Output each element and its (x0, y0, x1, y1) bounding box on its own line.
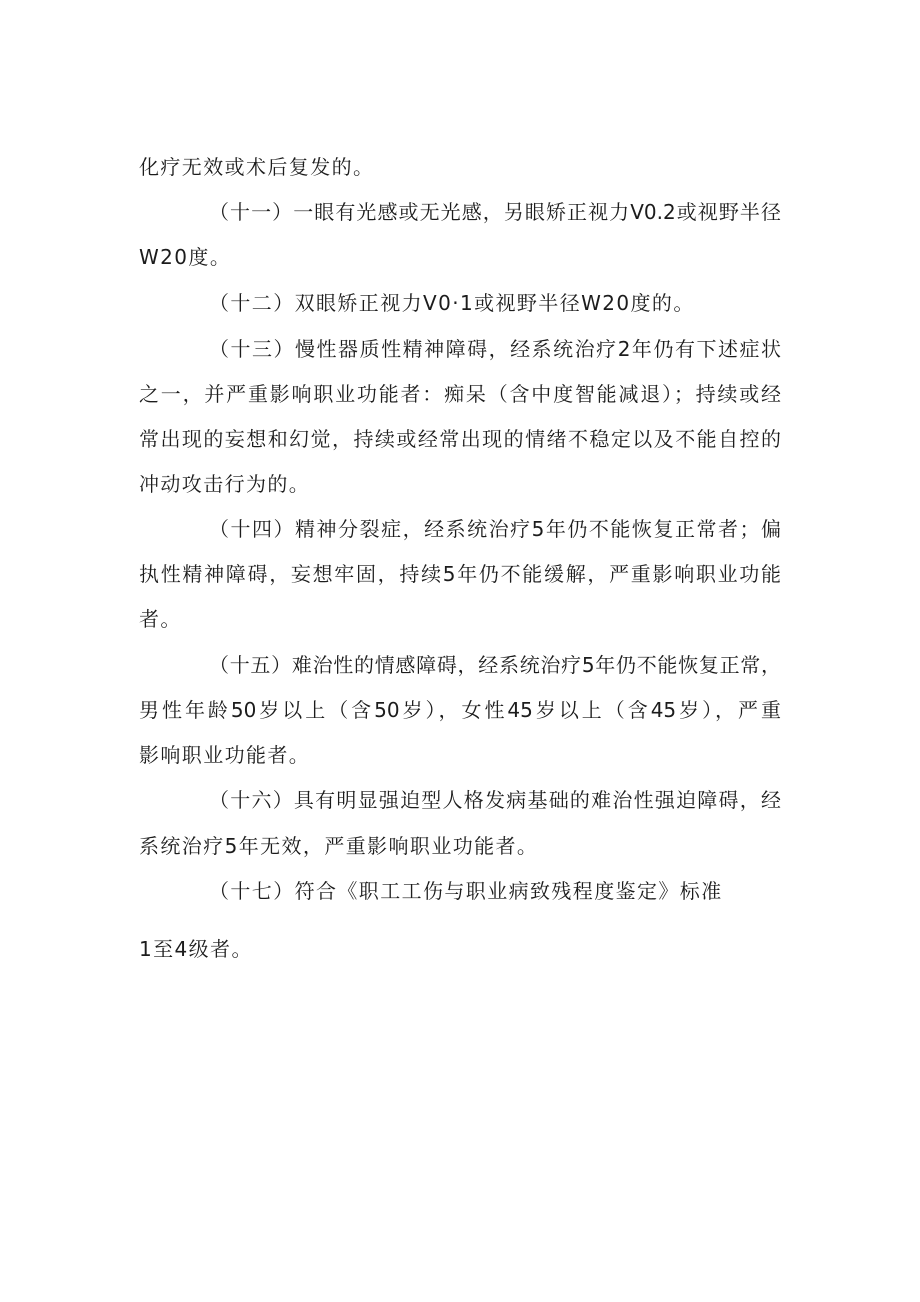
item-17-line-1: （十七）符合《职工工伤与职业病致残程度鉴定》标准 (209, 879, 723, 903)
paragraph-line: 化疗无效或术后复发的。 (139, 155, 375, 179)
item-14-line-3: 者。 (139, 607, 182, 631)
item-14-line-2: 执性精神障碍，妄想牢固，持续5年仍不能缓解，严重影响职业功能 (139, 562, 781, 586)
item-16-line-1: （十六）具有明显强迫型人格发病基础的难治性强迫障碍，经 (209, 788, 781, 812)
item-11-line-2: W20度。 (139, 245, 232, 269)
item-15-line-3: 影响职业功能者。 (139, 743, 311, 767)
item-13-line-3: 常出现的妄想和幻觉，持续或经常出现的情绪不稳定以及不能自控的 (139, 427, 781, 451)
item-17-line-2: 1至4级者。 (139, 937, 253, 961)
item-13-line-1: （十三）慢性器质性精神障碍，经系统治疗2年仍有下述症状 (209, 337, 781, 361)
item-15-line-2: 男性年龄50岁以上（含50岁），女性45岁以上（含45岁），严重 (139, 698, 781, 722)
item-13-line-4: 冲动攻击行为的。 (139, 472, 311, 496)
item-11-line-1: （十一）一眼有光感或无光感，另眼矫正视力V0.2或视野半径 (209, 200, 781, 224)
item-15-line-1: （十五）难治性的情感障碍，经系统治疗5年仍不能恢复正常， (209, 653, 781, 677)
item-16-line-2: 系统治疗5年无效，严重影响职业功能者。 (139, 834, 539, 858)
item-13-line-2: 之一，并严重影响职业功能者：痴呆（含中度智能减退）；持续或经 (139, 382, 781, 406)
item-12-line-1: （十二）双眼矫正视力V0·1或视野半径W20度的。 (209, 291, 695, 315)
item-14-line-1: （十四）精神分裂症，经系统治疗5年仍不能恢复正常者；偏 (209, 517, 781, 541)
